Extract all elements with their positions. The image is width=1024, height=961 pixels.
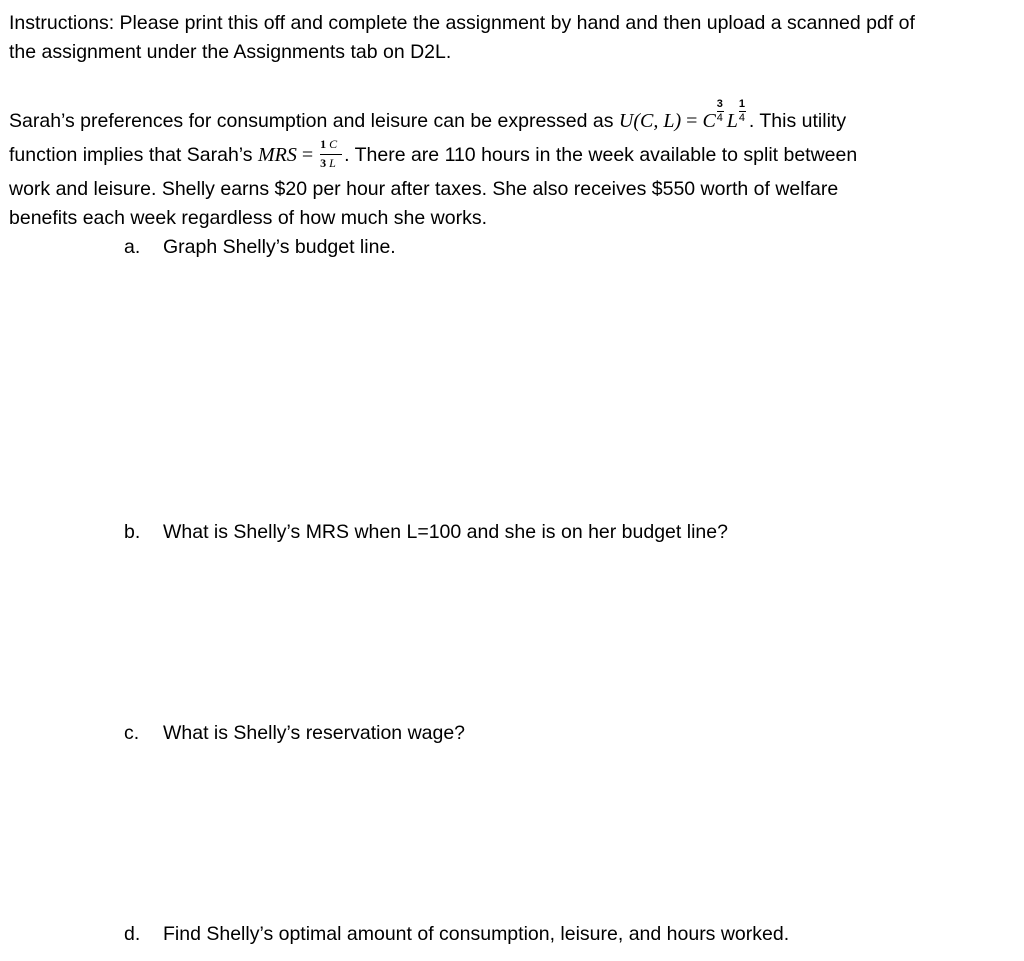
instructions-line-2: the assignment under the Assignments tab on D2L. xyxy=(9,41,452,63)
problem-line-1-end: . This utility xyxy=(748,110,847,132)
exponent-l-numerator: 1 xyxy=(738,98,746,110)
mrs-numerator: 1C xyxy=(320,136,341,151)
problem-line-1 xyxy=(9,98,847,133)
question-a-label: a. xyxy=(124,236,141,258)
exponent-c-denominator: 4 xyxy=(716,112,723,124)
exponent-l xyxy=(738,98,749,127)
problem-line-2 xyxy=(9,136,858,170)
problem-line-2-text: function implies that Sarah’s xyxy=(9,144,258,166)
utility-c: C xyxy=(702,110,716,132)
question-b-label: b. xyxy=(124,521,141,543)
problem-line-1-text: Sarah’s preferences for consumption and leisure can be expressed as xyxy=(9,110,619,132)
mrs-lhs: MRS xyxy=(257,144,297,166)
utility-l: L xyxy=(726,110,738,132)
question-c-text: What is Shelly’s reservation wage? xyxy=(163,722,466,744)
mrs-denominator: 3L xyxy=(320,155,339,170)
mrs-fraction xyxy=(318,136,344,170)
question-d-text: Find Shelly’s optimal amount of consumption, leisure, and hours worked. xyxy=(163,923,790,945)
utility-function-lhs: U(C, L) xyxy=(618,110,682,132)
question-b-text: What is Shelly’s MRS when L=100 and she is on her budget line? xyxy=(163,521,728,543)
problem-line-3: work and leisure. Shelly earns $20 per hour after taxes. She also receives $550 worth of welfare xyxy=(9,178,839,200)
problem-line-4: benefits each week regardless of how much she works. xyxy=(9,207,487,229)
exponent-l-denominator: 4 xyxy=(738,112,746,124)
exponent-c xyxy=(716,98,727,127)
mrs-equals: = xyxy=(296,144,319,166)
question-d-label: d. xyxy=(124,923,141,945)
question-a-text: Graph Shelly’s budget line. xyxy=(163,236,396,258)
question-c-label: c. xyxy=(124,722,140,744)
problem-line-2-end: . There are 110 hours in the week available to split between xyxy=(344,144,858,166)
exponent-c-numerator: 3 xyxy=(716,98,723,110)
instructions-line-1: Instructions: Please print this off and complete the assignment by hand and then upload a scanned pdf of xyxy=(9,12,915,34)
utility-equals: = xyxy=(681,110,703,132)
